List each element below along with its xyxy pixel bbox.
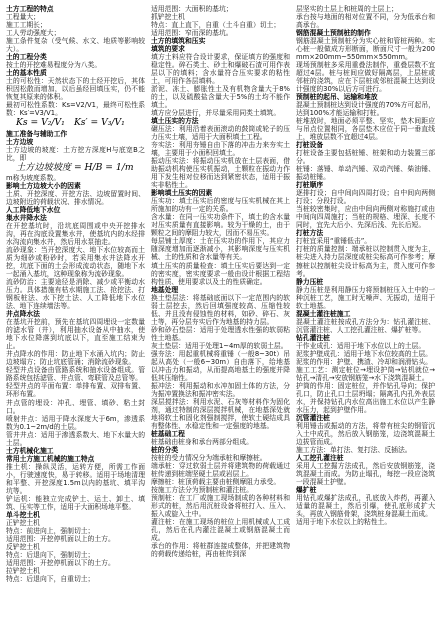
section-heading: 常用土方施工机械的施工特点 — [6, 454, 95, 463]
formula: Ks = V₂/V₁ Ks′ = V₃/V₁ — [16, 117, 125, 129]
paragraph: 灌注桩：在施工现场的桩位上用机械或人工成孔，然后在孔内灌注混凝土或钢筋混凝土而成。 — [151, 518, 290, 543]
section-heading: 打桩顺序 — [296, 181, 324, 190]
paragraph: 施工条件复杂（受气候、水文、地质等影响较大）。 — [6, 37, 145, 54]
paragraph: 土的可松性：天然状态下的土经开挖后，其体积因松散而增加，以后虽经回填压实，仍不能恢复其原来的体积。 — [6, 77, 145, 102]
section-heading: 填筑的要求 — [151, 45, 185, 54]
paragraph: 工程量大； — [6, 13, 40, 22]
paragraph: 按土的开挖难易程度分为八类。 — [6, 61, 102, 70]
paragraph: 砂和砂石垫层：适用于处理透水性强的软弱粘性土地基。 — [151, 325, 290, 342]
paragraph: 灰土垫层：适用于处理1~4m厚的软弱土层。 — [151, 341, 288, 350]
paragraph: 适用于地下水位以上的粘性土。 — [296, 518, 392, 526]
paragraph: 桩堆放时，地面必须平整、坚实，垫木间距应与吊点位置相同，各层垫木应位于同一垂直线上，堆放层数不宜超过4层。 — [296, 117, 435, 142]
paragraph: 碾压法：利用沿着表面滚动的鼓筒或轮子的压力压实土壤，适用于大面积填土工程。 — [151, 125, 290, 142]
paragraph: 施工工期长； — [6, 21, 47, 30]
section-heading: 预制桩的起吊、运输和堆放 — [296, 93, 378, 102]
section-heading: 影响土方边坡大小的因素 — [6, 182, 81, 191]
section-heading: 人工降低地下水位 — [6, 206, 61, 215]
paragraph: 工人劳动强度大； — [6, 29, 61, 38]
paragraph: 混凝土预制桩达到设计强度的70%方可起吊，达到100%才能运输和打桩。 — [296, 101, 435, 118]
paragraph: 打桩设备主要包括桩锤、桩架和动力装置三部分。 — [296, 149, 435, 166]
paragraph: 特点：前进向上，强制切土； — [6, 526, 95, 535]
paragraph: 适用范围：开挖停机面以下的土方。 — [6, 558, 115, 567]
section-heading: 土方边坡 — [6, 137, 34, 146]
paragraph: 打桩的质量控制：端承桩以控制贯入度为主，桩尖进入持力层深度或桩尖标高可作参考；摩擦桩以控制桩尖设计标高为主，贯入度可作参考。 — [296, 245, 435, 278]
paragraph: 井点降水的作用：防止地下水涌入坑内；防止边坡塌方；防止坑底管涌；消除流砂现象。 — [6, 350, 145, 367]
paragraph: 土方边坡的坡度：土方挖方深度H与底宽B之比，即 — [6, 145, 145, 162]
paragraph: 端承桩：穿过软弱土层并将建筑物的荷载通过桩传递到桩端坚硬土层或岩层上。 — [151, 461, 290, 478]
paragraph: 现场预制桩多采用重叠法制作，重叠层数不宜超过4层。桩与桩间应做好隔离层，上层桩或邻桩的浇筑，应在下层桩或邻桩混凝土达到设计强度的30%以后方可进行。 — [296, 61, 435, 94]
paragraph: 预制桩：在工厂或施工现场制成的各种材料和形式的桩，然后用沉桩设备将桩打入、压入、振入或旋入土中。 — [151, 493, 290, 518]
section-heading: 沉管灌注桩 — [296, 413, 330, 422]
paragraph: 摩擦桩：桩顶荷载主要由桩侧摩阻力承受。 — [151, 477, 281, 486]
paragraph: 护筒的作用：固定桩位，并作钻孔导向；保护孔口，防止孔口土层坍塌；隔离孔内孔外表层水，并保持钻孔内水位高出施工水位以产生静水压力，起到护壁作用。 — [296, 381, 435, 414]
paragraph: 按桩的受力情况分为端承桩和摩擦桩。 — [151, 453, 267, 462]
paragraph: 层坚实的土层上和桩周的土层上； — [296, 5, 398, 13]
paragraph: 深层搅拌法：利用水泥、石灰等材料作为固化剂，通过特制的深层搅拌机械，在地基深处就地将软土和固化剂强制搅拌，使软土硬结成具有整体性、水稳定性和一定强度的地基。 — [151, 397, 290, 430]
section-heading: 打桩方法 — [296, 229, 324, 238]
paragraph: 压实功：填土压实后的密度与压实机械在其上所施加的功有一定的关系。 — [151, 197, 290, 214]
paragraph: 反铲挖土机 — [6, 542, 40, 551]
paragraph: 夯实法：利用夯锤自由下落的冲击力来夯实土壤，主要用于小面积回填土。 — [151, 141, 290, 158]
section-heading: 桩基础工程 — [151, 429, 185, 438]
column-left — [6, 5, 145, 616]
paragraph: 承台按与地面的相对位置不同，分为低承台和高承台。 — [296, 13, 435, 30]
paragraph: 填土压实的质量检查：填土压实后要达到一定的密实度，密实度要求一般由设计根据工程结构性质、使用要求以及土的性质确定。 — [151, 261, 290, 286]
paragraph: 流砂现象：当开挖深度大、地下水位较高而土质为细砂或粉砂时，若采用集水井法降水开挖，坑底下面的土会形成流动状态，随地下水一起涌入基坑，这种现象称为流砂现象。 — [6, 246, 145, 279]
section-heading: 土方工程的特点 — [6, 5, 54, 13]
paragraph: 在开挖基坑时，沿坑底周围或中央开挖排水沟，再在沟底设置集水井，使基坑内的水经排水沟流向集水井，然后用水泵抽走。 — [6, 222, 145, 247]
paragraph: 振冲法：利用振动和水冲加固土体的方法，分为振冲置换法和振冲密实法。 — [151, 381, 290, 398]
paragraph: 推土机：操纵灵活，运转方便，所需工作面小，行驶速度快，易于转移。适用于场地清理和平整、开挖深度1.5m以内的基坑、填平沟坑等。 — [6, 462, 145, 495]
column-middle — [151, 5, 290, 616]
section-heading: 爆扩桩 — [296, 485, 317, 494]
section-heading: 钢筋混凝土预制桩的制作 — [296, 29, 371, 38]
paragraph: 在基坑开挖前，预先在基坑四周埋设一定数量的滤水管（井），利用抽水设备从中抽水，使地下水位降落到坑底以下，直至施工结束为止。 — [6, 318, 145, 351]
section-heading: 地基处理 — [151, 285, 179, 294]
section-heading: 人工挖孔灌注桩 — [296, 453, 344, 462]
paragraph: 填方应分层进行，并尽量采用同类土填筑。 — [151, 109, 281, 118]
paragraph: 填方土料应符合设计要求，保证填方的强度和稳定性。碎石类土、砂土和爆破石渣可用作表层以下的填料；含水量符合压实要求的粘性土，可用作各层填料。 — [151, 53, 290, 86]
paragraph: 泥浆护壁成孔：适用于地下水位较高的土层。 — [296, 349, 432, 358]
column-right — [296, 5, 435, 616]
paragraph: 抓铲挖土机 — [151, 13, 185, 22]
section-heading: 施工准备与辅助工作 — [6, 129, 68, 138]
paragraph: 流砂防治：主要途径是消除、减少或平衡动水压力。具体措施有枯水期施工法、抢挖法、打钢板桩法、水下挖土法、人工降低地下水位法、地下连续墙法等。 — [6, 278, 145, 311]
paragraph: 施工工艺：测定桩位→埋设护筒→钻机就位→钻孔→清孔→安放钢筋笼→水下浇筑混凝土。 — [296, 365, 435, 382]
section-heading: 打桩设备 — [296, 141, 324, 150]
section-heading: 单斗挖土机 — [6, 510, 40, 519]
paragraph: 干作业成孔：适用于地下水位以上的土层。 — [296, 341, 426, 350]
paragraph: 利用锤击或振动的方法，将带有桩尖的钢管沉入土中成孔，然后放入钢筋笼，边浇筑混凝土边拔管而成。 — [296, 421, 435, 446]
section-heading: 土的工程分类 — [6, 53, 47, 62]
paragraph: 承台的作用：将桩群连接成整体，并把建筑物的荷载传递给桩，再由桩传到深 — [151, 542, 290, 559]
paragraph: 逐排打设；自中间向四周打设；自中间向两侧打设；分段打设。 — [296, 189, 435, 206]
paragraph: 轻型井点的平面布置：单排布置、双排布置、环形布置。 — [6, 382, 145, 399]
paragraph: 按施工方法分为预制桩和灌注桩。 — [151, 485, 253, 494]
paragraph: 静力压桩是利用静压力将预制桩压入土中的一种沉桩工艺，施工时无噪声、无振动，适用于软土地基。 — [296, 285, 435, 310]
paragraph: 正铲挖土机 — [6, 518, 40, 527]
paragraph: 强夯法：用起重机械将重锤（一般8~30t）吊起从高处（一般6~30m）自由落下，给地基以冲击力和振动，从而提高地基土的强度并降低其压缩性。 — [151, 349, 290, 382]
paragraph: 铲运机：能独立完成铲土、运土、卸土、填筑、压实等工作，适用于大面积场地平整。 — [6, 494, 145, 511]
paragraph: 混凝土灌注桩按成孔方法分为：钻孔灌注桩、沉管灌注桩、人工挖孔灌注桩、爆扩桩等。 — [296, 317, 435, 334]
paragraph: m称为坡度系数。 — [6, 174, 61, 183]
paragraph: 桩锤：落锤、单动汽锤、双动汽锤、柴油锤、振动桩锤。 — [296, 165, 435, 182]
paragraph: 钢筋混凝土预制桩分为实心桩和管桩两种。实心桩一般做成方形断面，断面尺寸一般为200mm×200mm~550mm×550mm。 — [296, 37, 435, 62]
paragraph: 喷射井点：适用于降水深度大于6m，渗透系数为0.1~2m/d的土层。 — [6, 414, 145, 431]
paragraph: 施工方法：单打法、复打法、反插法。 — [296, 445, 412, 454]
section-heading: 静力压桩 — [296, 277, 324, 286]
paragraph: 桩基础由桩身和承台两部分组成。 — [151, 437, 253, 446]
section-heading: 土方机械化施工 — [6, 446, 54, 455]
section-heading: 填土压实的方法 — [151, 117, 199, 126]
paragraph: 泥浆的作用：护壁、携渣、冷却和润滑钻头。 — [296, 357, 432, 366]
paragraph: 振动压实法：将振动压实机放在土层表面，借助振动机构使压实机振动，土颗粒在振动力作用下发生相对位移而达到紧密状态，适用于振实非粘性土。 — [151, 157, 290, 190]
paragraph: 井点管的埋设：冲孔、埋管、填砂、粘土封口。 — [6, 398, 145, 415]
section-heading: 土方的填筑和压实 — [151, 37, 206, 46]
paragraph: 轻型井点设备由管路系统和抽水设备组成。管路系统包括滤管、井点管、弯联管及总管等。 — [6, 366, 145, 383]
paragraph: 特点：直上直下，自重（土斗自重）切土； — [151, 21, 281, 30]
paragraph: 换土垫层法：将基础底面以下一定范围内的软弱土层挖去，然后回填强度较高、压缩性较低、并且没有侵蚀性的材料，如砂、碎石、灰土等，再分层夯实后作为地基的持力层。 — [151, 293, 290, 326]
paragraph: 适用范围：大面积的基坑； — [151, 5, 233, 13]
section-heading: 井点降水法 — [6, 310, 40, 319]
section-heading: 土的基本性质 — [6, 69, 47, 78]
paragraph: 特点：后退向下，自重切土； — [6, 574, 95, 583]
section-heading: 影响填土压实的因素 — [151, 189, 213, 198]
formula: 土方边坡坡度 = H/B = 1/m — [16, 161, 134, 173]
section-heading: 集水井降水法 — [6, 214, 47, 223]
paragraph: 含水量：在同一压实功条件下，填土的含水量对压实质量有直接影响。较为干燥的土，由于颗粒之间的摩阻力较大，因而不易压实。 — [151, 213, 290, 238]
paragraph: 采用人工挖掘方法成孔，然后安放钢筋笼，浇筑混凝土而成。为防止塌孔，每挖一段应浇筑一段混凝土护壁。 — [296, 461, 435, 486]
paragraph: 最初可松性系数：Ks=V2/V1，最终可松性系数：Ks′=V3/V1。 — [6, 101, 145, 118]
paragraph: 用钻孔或爆扩法成孔，孔底放入炸药，再灌入适量的混凝土，然后引爆，使孔底形成扩大头，再放入钢筋骨架，浇筑桩身混凝土而成。 — [296, 493, 435, 518]
paragraph: 打桩宜采用“重锤低击”。 — [296, 237, 372, 246]
paragraph: 适用范围：窄而深的基坑。 — [151, 29, 233, 38]
paragraph: 管井井点：适用于渗透系数大、地下水量大的土层。 — [6, 430, 145, 447]
paragraph: 土质、开挖深度、开挖方法、边坡留置时间、边坡附近的荷载状况、排水情况。 — [6, 190, 145, 207]
paragraph: 每层铺土厚度：土在压实功的作用下，其应力随深度增加而逐渐减小，其影响深度与压实机械、土的性质和含水量等有关。 — [151, 237, 290, 262]
section-heading: 混凝土灌注桩施工 — [296, 309, 351, 318]
paragraph: 拉铲挖土机 — [6, 566, 40, 575]
section-heading: 桩的分类 — [151, 445, 179, 454]
paragraph: 淤泥、冻土、膨胀性土及有机物含量大于8%的土，以及硫酸盐含量大于5%的土均不能作填土。 — [151, 85, 290, 110]
paragraph: 适用范围：开挖停机面以上的土方。 — [6, 534, 115, 543]
paragraph: 当桩较密集时，应由中间向两侧对称施打或由中间向四周施打；当桩的规格、埋深、长度不同时，宜先大后小、先深后浅、先长后短。 — [296, 205, 435, 230]
section-heading: 钻孔灌注桩 — [296, 333, 330, 342]
paragraph: 特点：后退向下，强制切土； — [6, 550, 95, 559]
